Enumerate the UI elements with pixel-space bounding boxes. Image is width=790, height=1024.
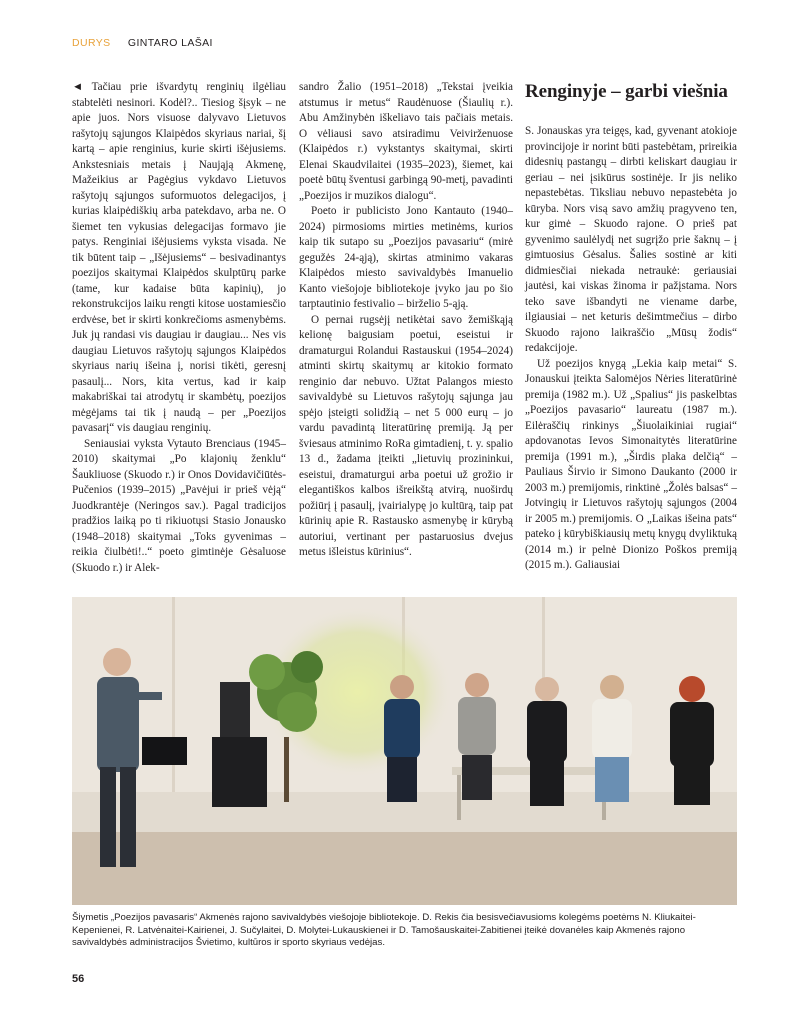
article-column-3 <box>525 80 737 574</box>
author-label: GINTARO LAŠAI <box>127 37 213 49</box>
paragraph: Poeto ir publicisto Jono Kantauto (1940–2024) pirmosioms mirties metinėms, kurios kaip tik sutapo su „Poezijos pavasariu“ (mirė gegužės 24-ąją), skirtas atminimo vakaras Klaipėdos miesto savivaldybės Imanuelio Kanto viešojoje bibliotekoje įvyko jau po šio tarptautinio festivalio – birželio 5-ąją. <box>299 205 513 310</box>
paragraph: S. Jonauskas yra teigęs, kad, gyvenant atokioje provincijoje ir norint būti pastebėtam, prireikia didesnių pastangų – dirbti keliskart daugiau ir geriau – nei įsikūrus sostinėje. Ir jis neliko nepastebėtas. Tiksliau nebuvo nepastebėta jo kūryba. Nors visą savo amžių pragyveno ten, kur gimė – Skuodo rajone. O prieš pat gyvenimo saulėlydį net sugrįžo prie šaknų – į gimtuosius Gėsalus. Šalies sostinė ar kiti didmiesčiai niekada netraukė: geriausiai jautėsi, kai viskas žinoma ir pažįstama. Nors teko save išbandyti ne viename darbe, ilgiausiai – net keturis dešimtmečius – dirbo Skuodo rajono laikraščio „Mūsų žodis“ redakcijoje. <box>525 125 737 354</box>
article-column-1 <box>72 80 286 576</box>
article-column-2 <box>299 80 513 561</box>
paragraph: O pernai rugsėjį netikėtai savo žemiškąją kelionę baigusiam poetui, eseistui ir dramaturgui Rolandui Rastauskui (1954–2024) atminti skirtų skaitymų ar kitokio formato renginio dar nebuvo. Užtat Palangos miesto savivaldybė su Lietuvos rašytojų sąjunga jau spėjo įsteigti solidžią – net 5 000 eurų – jo vardu pavadintą literatūrinę premiją. Ją per šviesaus atminimo RoRa gimtadienį, t. y. spalio 13 d., žadama įteikti „lietuvių prozininkui, eseistui, dramaturgui arba poetui už grožio ir elegantiškos kalbos išreikštą atvirą, nuoširdų požiūrį į pasaulį, įvairialypę jo kultūrą, taip pat kūrinių apie R. Rastausko asmenybę ir kūrybą autoriui, vertinant per pastaruosius dvejus metus išleistus kūrinius“. <box>299 313 513 558</box>
event-photo-illustration <box>72 597 737 905</box>
paragraph: Seniausiai vyksta Vytauto Brenciaus (1945–2010) skaitymai „Po klajonių ženklu“ Šaukliuose (Skuodo r.) ir Onos Dovidavičiūtės-Pučenios (1939–2015) „Pavėjui ir prieš vėją“ Juodkrantėje (Neringos sav.). Pagal tradicijos pradžios laiką po ti rikiuotųsi Stasio Jonausko (1948–2018) skaitymai „Toks gyvenimas – reikia čiulbėti!..“ poeto gimtinėje Gėsaluose (Skuodo r.) ir Alek- <box>72 437 286 574</box>
section-label: DURYS <box>72 37 111 49</box>
event-photo <box>72 597 737 905</box>
paragraph: Už poezijos knygą „Lekia kaip metai“ S. Jonauskui įteikta Salomėjos Nėries literatūrinė premija (1982 m.). Už „Spalius“ jis paskelbtas „Poezijos pavasario“ laureatu (1987 m.). Eilėraščių rinkinys „Šiuolaikiniai rugiai“ apdovanotas Ievos Simonaitytės literatūrine premija (1991 m.), „Širdis plaka delčią“ – Pauliaus Širvio ir Simono Daukanto (2000 ir 2003 m.) premijomis, rinktinė „Žolės balsas“ – Jotvingių ir Lietuvos rašytojų sąjungos (2004 ir 2005 m.) premijomis. O „Laikas išeina pats“ pateko į kūrybiškiausių metų knygų dvyliktuką (2014 m.) ir pelnė Dionizo Poškos premiją (2015 m.). Galiausiai <box>525 357 737 571</box>
paragraph: ◄ Tačiau prie išvardytų renginių ilgėliau stabtelėti nesinori. Kodėl?.. Tiesiog šįsyk – ne apie juos. Nors visuose dalyvavo Lietuvos rašytojų sąjungos Klaipėdos skyriaus nariai, šį kartą – apie renginius, kurie skirti išėjusiems. Ankstesniais metais į Naująją Akmenę, Mažeikius ar Pagėgius vykdavo Lietuvos rašytojų sąjungos suformuotos delegacijos, į kurias klaipėdiškių arba patekdavo, arba ne. O šiemet ten vykusias delegacijas formavo jie patys. Renginiai išėjusiems vyksta visada. Ne tik būtent taip – „Išėjusiems“ – besivadinantys poezijos skaitymai Klaipėdos skulptūrų parke (tame, kur kadaise būta kapinių), jo rekonstrukcijos laiku rengti kitose uostamiesčio erdvėse, bet ir skirti konkrečioms asmenybėms. Juk jų randasi vis daugiau ir daugiau... Nes vis daugiau Lietuvos rašytojų sąjungos Klaipėdos skyriaus narių išeina į, norisi tikėti, geresnį pasaulį... Nors, kita vertus, kad ir kaip makabriškai tai atrodytų ir skambėtų, poezijos mėgėjams tai tik į naudą – per „Poezijos pavasarį“ vis daugiau renginių. <box>72 81 286 434</box>
paragraph: sandro Žalio (1951–2018) „Tekstai įveikia atstumus ir metus“ Raudėnuose (Šiaulių r.). Abu Amžinybėn iškeliavo tais pačiais metais. O vėliausi savo atsiradimu Veivirženuose (Klaipėdos r.) vykstantys skaitymai, skirti Elenai Skaudvilaitei (1935–2023), šiemet, kai poetė būtų šventusi garbingą 90-metį, pavadinti „Poezijos ir muzikos dialogu“. <box>299 81 513 202</box>
running-header <box>72 37 213 49</box>
photo-caption: Šiymetis „Poezijos pavasaris“ Akmenės rajono savivaldybės viešojoje bibliotekoje. D. Rekis čia besisvečiavusioms kolegėms poetėms N. Kliukaitei-Kepenienei, R. Latvėnaitei-Kairienei, J. Sučylaitei, D. Molytei-Lukauskienei ir D. Tamošauskaitei-Zabitienei įteikė dovanėles kaip Akmenės rajono savivaldybės administracijos Švietimo, kultūros ir sporto skyriaus vedėjas. <box>72 912 696 948</box>
page-number: 56 <box>72 973 85 985</box>
section-heading: Renginyje – garbi viešnia <box>525 81 728 102</box>
